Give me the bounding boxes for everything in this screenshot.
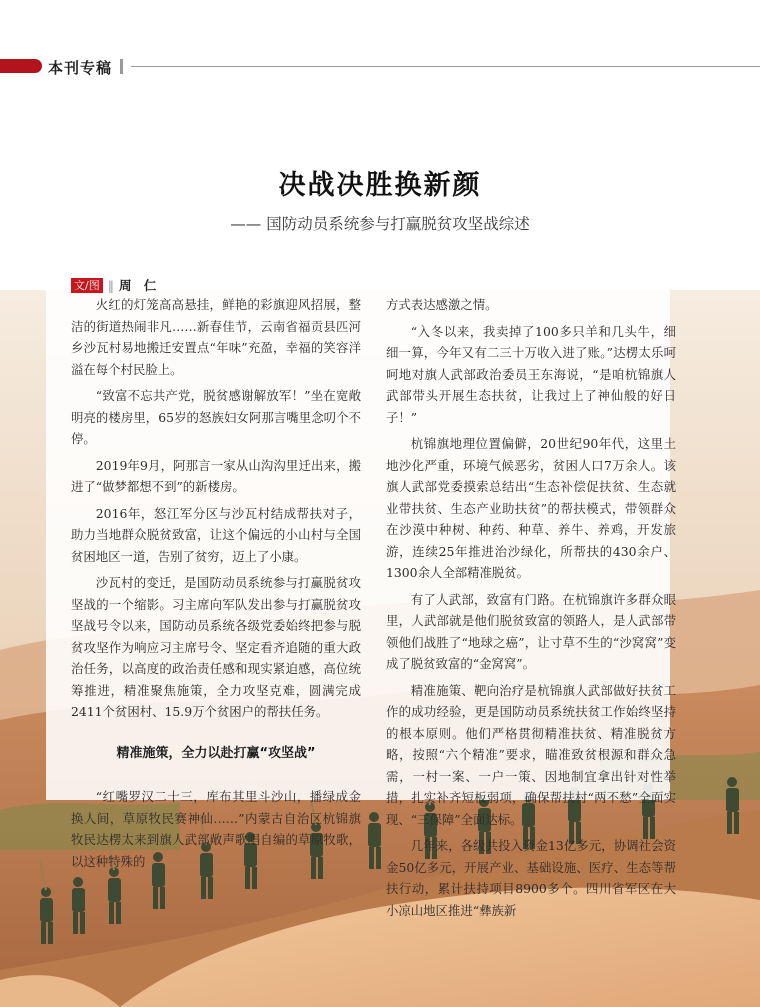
section-heading: 精准施策，全力以赴打赢“攻坚战” [116, 745, 316, 761]
paragraph: “红嘴罗汉二十三，库布其里斗沙山，播绿成金换人间，草原牧民赛神仙……”内蒙古自治区杭锦旗牧民达楞太来到旗人武部敞声歌唱自编的草原牧歌，以这种特殊的 [71, 789, 361, 869]
paragraph: “入冬以来，我卖掉了100多只羊和几头牛，细细一算，今年又有二三十万收入进了账。”达楞太乐呵呵地对旗人武部政治委员王东海说，“是咱杭锦旗人武部带头开展生态扶贫，让我过上了神仙般的好日子！” [386, 323, 676, 425]
section-marker [0, 59, 42, 73]
byline [71, 276, 160, 294]
header-rule [131, 66, 760, 67]
paragraph: 沙瓦村的变迁，是国防动员系统参与打赢脱贫攻坚战的一个缩影。习主席向军队发出参与打赢脱贫攻坚战号令以来，国防动员系统各级党委始终把参与脱贫攻坚作为响应习主席号令、坚定看齐追随的重大政治任务，以高度的政治责任感和现实紧迫感，高位统筹推进，精准聚焦施策，全力攻坚克难，圆满完成2411个贫困村、15.9万个贫困户的帮扶任务。 [71, 575, 361, 719]
column-left [71, 294, 361, 877]
article-subtitle: —— 国防动员系统参与打赢脱贫攻坚战综述 [230, 215, 530, 233]
paragraph: 有了人武部，致富有门路。在杭锦旗许多群众眼里，人武部就是他们脱贫致富的领路人，是人武部带领他们战胜了“地球之癌”，让寸草不生的“沙窝窝”变成了脱贫致富的“金窝窝”。 [386, 591, 676, 671]
paragraph: 2019年9月，阿那言一家从山沟沟里迁出来，搬进了“做梦都想不到”的新楼房。 [71, 457, 361, 494]
column-right [386, 294, 676, 926]
paragraph: 2016年，怒江军分区与沙瓦村结成帮扶对子，助力当地群众脱贫致富，让这个偏远的小山村与全国贫困地区一道，告别了贫穷，迈上了小康。 [71, 505, 361, 564]
article-title: 决战决胜换新颜 [278, 170, 482, 201]
header-divider [120, 59, 123, 74]
byline-separator: ‖ [107, 277, 114, 293]
paragraph: “致富不忘共产党，脱贫感谢解放军！”坐在宽敞明亮的楼房里，65岁的怒族妇女阿那言嘴里念叨个不停。 [71, 388, 361, 446]
byline-tag: 文/图 [71, 278, 103, 293]
paragraph: 火红的灯笼高高悬挂，鲜艳的彩旗迎风招展，整洁的街道热闹非凡……新春佳节，云南省福贡县匹河乡沙瓦村易地搬迁安置点“年味”充盈，幸福的笑容洋溢在每个村民脸上。 [71, 297, 361, 377]
paragraph: 几年来，各级共投入资金13亿多元，协调社会资金50亿多元，开展产业、基础设施、医疗、生态等帮扶行动，累计扶持项目8900多个。四川省军区在大小凉山地区推进“彝族新 [386, 838, 676, 918]
paragraph-continuation: 方式表达感激之情。 [386, 297, 498, 312]
author-name: 周 仁 [118, 278, 161, 293]
column-label: 本刊专稿 [48, 59, 113, 77]
paragraph: 杭锦旗地理位置偏僻，20世纪90年代，这里土地沙化严重，环境气候恶劣，贫困人口7万余人。该旗人武部党委摸索总结出“生态补偿促扶贫、生态就业带扶贫、生态产业助扶贫”的帮扶模式，带领群众在沙漠中种树、种药、种草、养牛、养鸡，开发旅游，连续25年推进治沙绿化，所帮扶的430余户、1300余人全部精准脱贫。 [386, 436, 676, 580]
paragraph: 精准施策、靶向治疗是杭锦旗人武部做好扶贫工作的成功经验，更是国防动员系统扶贫工作始终坚持的根本原则。他们严格贯彻精准扶贫、精准脱贫方略，按照“六个精准”要求，瞄准致贫根源和群众急需，一村一案、一户一策、因地制宜拿出针对性举措，扎实补齐短板弱项，确保帮扶村“两不愁”全面实现、“三保障”全面达标。 [386, 682, 676, 827]
